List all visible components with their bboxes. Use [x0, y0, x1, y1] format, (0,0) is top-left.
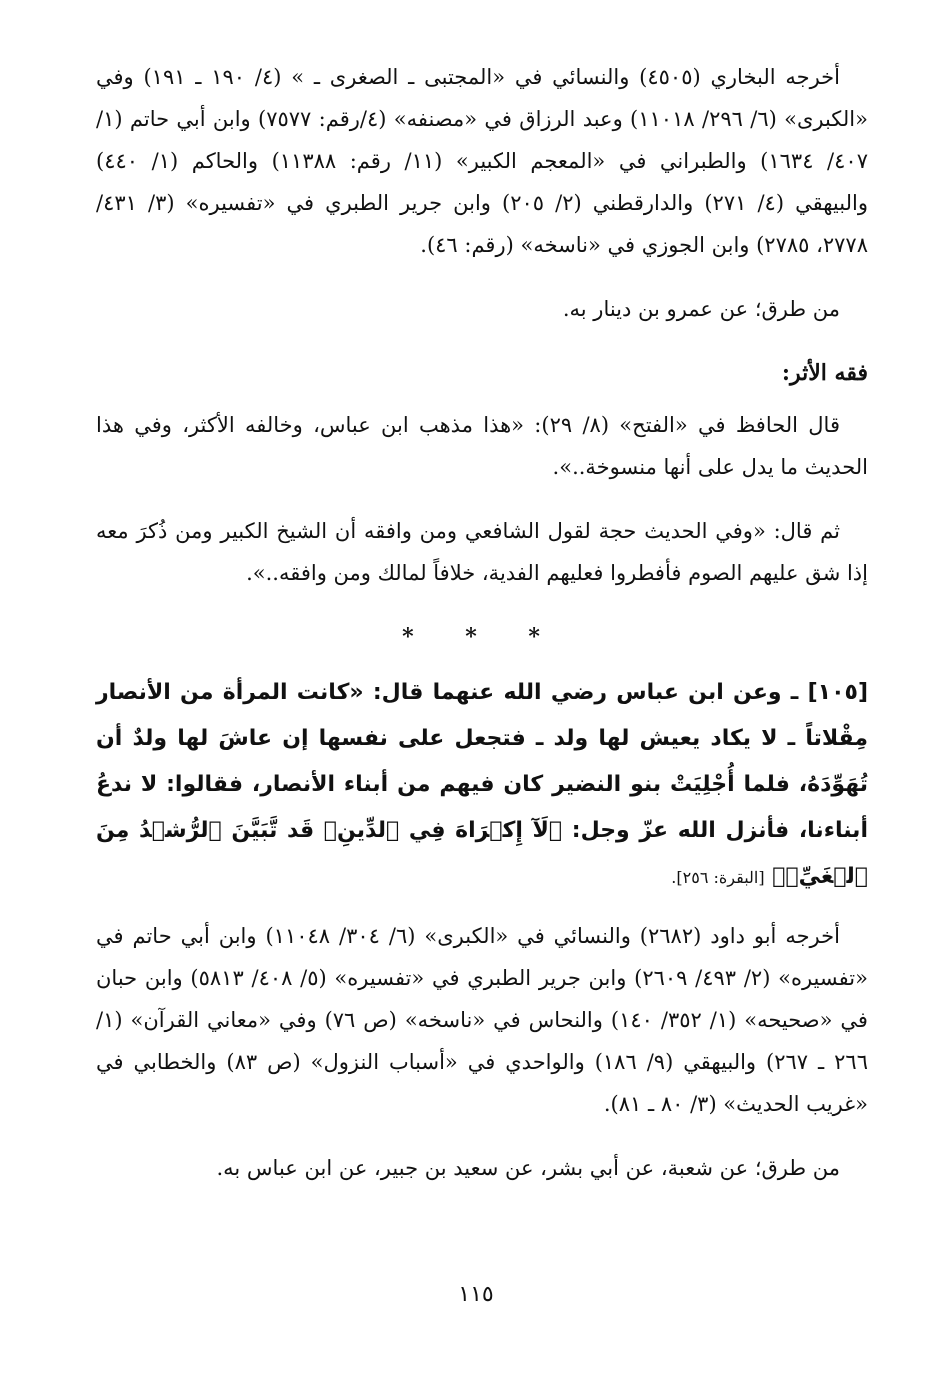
isnad-paragraph: من طرق؛ عن عمرو بن دينار به. — [562, 297, 840, 321]
takhrij-paragraph: أخرجه أبو داود (٢٦٨٢) والنسائي في «الكبرى» (٦/ ٣٠٤/ ١١٠٤٨) وابن أبي حاتم في «تفسيره» (٢/ ٤٩٣/ ٢٦٠٩) وابن جرير الطبري في «تفسيره» (٥/ ٤٠٨/ ٥٨١٣) وابن حبان في «صحيحه» (١/ ٣٥٢/ ١٤٠) والنحاس في «ناسخه» (ص ٧٦) وفي «معاني القرآن» (١/ ٢٦٦ ـ ٢٦٧) والبيهقي (٩/ ١٨٦) والواحدي في «أسباب النزول» (ص ٨٣) والخطابي في «غريب الحديث» (٣/ ٨٠ ـ ٨١). — [96, 924, 868, 1116]
fiqh-paragraph: قال الحافظ في «الفتح» (٨/ ٢٩): «هذا مذهب ابن عباس، وخالفه الأكثر، وفي هذا الحديث ما يدل على أنها منسوخة..». — [96, 413, 868, 479]
page-body — [96, 56, 868, 1211]
takhrij-paragraph: أخرجه البخاري (٤٥٠٥) والنسائي في «المجتبى ـ الصغرى ـ » (٤/ ١٩٠ ـ ١٩١) وفي «الكبرى» (٦/ ٢٩٦/ ١١٠١٨) وعبد الرزاق في «مصنفه» (٤/رقم: ٧٥٧٧) وابن أبي حاتم (١/ ٤٠٧/ ١٦٣٤) والطبراني في «المعجم الكبير» (١١/ رقم: ١١٣٨٨) والحاكم (١/ ٤٤٠) والبيهقي (٤/ ٢٧١) والدارقطني (٢/ ٢٠٥) وابن جرير الطبري في «تفسيره» (٣/ ٤٣١/ ٢٧٧٨، ٢٧٨٥) وابن الجوزي في «ناسخه» (رقم: ٤٦). — [96, 65, 868, 257]
hadith-text — [96, 670, 868, 901]
hadith-body: [١٠٥] ـ وعن ابن عباس رضي الله عنهما قال: «كانت المرأة من الأنصار مِقْلاتاً ـ لا يكاد يعيش لها ولد ـ فتجعل على نفسها إن عاشَ لها ولدٌ أن تُهَوِّدَهُ، فلما أُجْلِيَتْ بنو النضير كان فيهم من أبناء الأنصار، فقالوا: لا ندعُ أبناءنا، فأنزل الله عزّ وجل: — [96, 680, 868, 843]
section-heading: فقه الأثر: — [781, 360, 868, 386]
section-separator: * * * — [402, 624, 562, 650]
fiqh-paragraph: ثم قال: «وفي الحديث حجة لقول الشافعي ومن وافقه أن الشيخ الكبير ومن ذُكرَ معه إذا شق عليهم الصوم فأفطروا فعليهم الفدية، خلافاً لمالك ومن وافقه..». — [96, 519, 868, 585]
isnad-paragraph: من طرق؛ عن شعبة، عن أبي بشر، عن سعيد بن جبير، عن ابن عباس به. — [216, 1156, 840, 1180]
page-number: ١١٥ — [458, 1282, 494, 1307]
verse-citation: [البقرة: ٢٥٦]. — [671, 868, 765, 887]
quran-verse: ﴿لَآ إِكۡرَاهَ فِي ٱلدِّينِۖ قَد تَّبَيَّنَ ٱلرُّشۡدُ مِنَ ٱلۡغَيِّۚ﴾ — [96, 818, 868, 889]
